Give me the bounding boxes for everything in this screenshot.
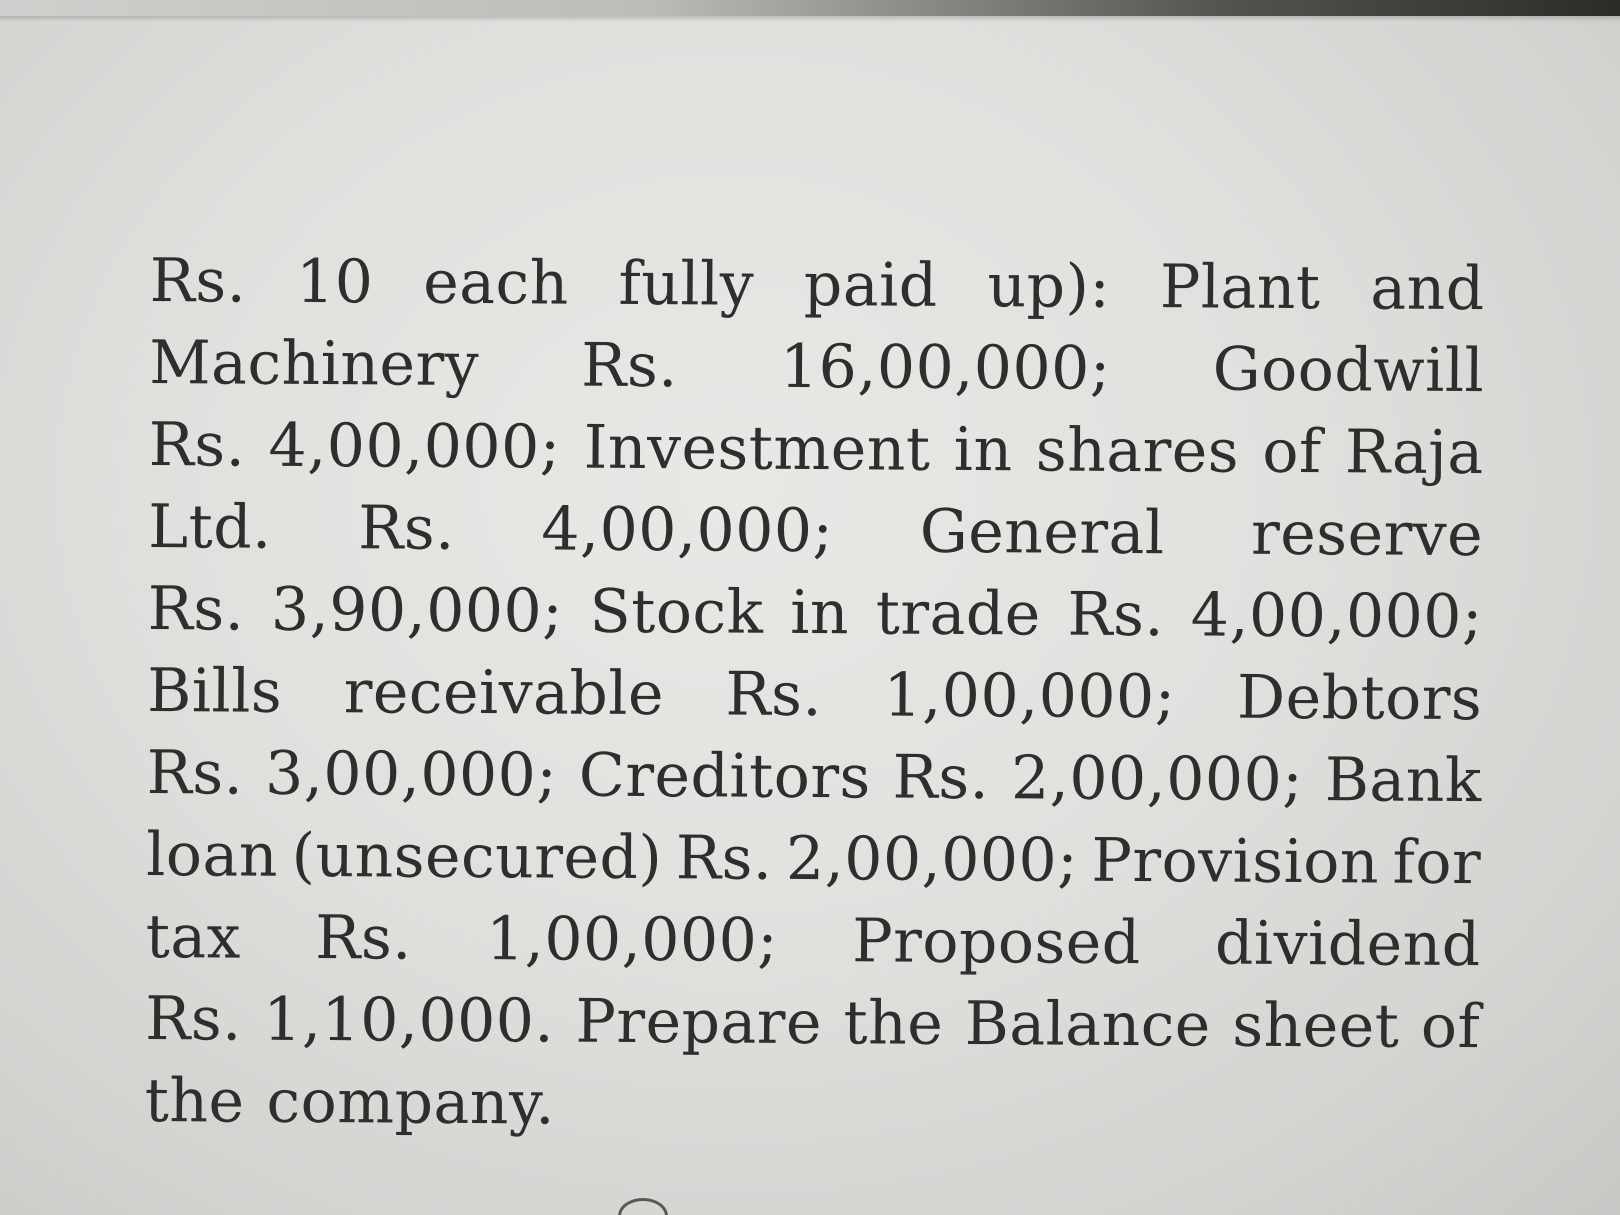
- word: Rs.: [147, 573, 245, 645]
- text-line-6: [147, 650, 1482, 740]
- word: 1,00,000;: [485, 904, 779, 976]
- word: Debtors: [1236, 662, 1483, 735]
- word: 1,10,000.: [263, 984, 555, 1057]
- word: fully: [618, 248, 755, 320]
- partial-glyph-mark: [618, 1198, 668, 1215]
- word: 3,00,000;: [264, 738, 558, 811]
- word: tax: [145, 901, 242, 973]
- text-line-10: [145, 978, 1480, 1068]
- word: Balance: [964, 988, 1212, 1061]
- word: the: [843, 988, 944, 1059]
- word: receivable: [343, 657, 665, 730]
- word: Rs.: [581, 330, 679, 402]
- word: of: [1262, 416, 1322, 488]
- word: 4,00,000;: [1190, 580, 1483, 653]
- page-edge-shadow: [0, 0, 1620, 16]
- word: Rs.: [358, 493, 456, 564]
- word: loan: [146, 819, 279, 891]
- word: in: [953, 414, 1013, 486]
- word: in: [789, 577, 850, 649]
- word: Rs.: [675, 823, 773, 894]
- word: 4,00,000;: [541, 494, 834, 567]
- text-line-3: [148, 404, 1483, 494]
- word: each: [422, 247, 569, 319]
- word: 2,00,000;: [1010, 743, 1304, 816]
- word: Rs.: [725, 659, 823, 731]
- word: company.: [266, 1066, 556, 1139]
- word: 4,00,000;: [268, 410, 561, 483]
- text-line-7: [146, 732, 1481, 822]
- text-line-9: [145, 896, 1480, 986]
- word: Creditors: [578, 740, 872, 813]
- text-line-11: [144, 1060, 1479, 1150]
- word: Stock: [589, 576, 764, 648]
- text-line-4: [148, 486, 1483, 576]
- word: Machinery: [149, 327, 480, 401]
- word: Bank: [1324, 745, 1482, 817]
- word: Rs.: [146, 737, 244, 809]
- word: for: [1392, 827, 1482, 899]
- word: 16,00,000;: [779, 331, 1111, 404]
- word: 2,00,000;: [785, 823, 1079, 896]
- word: reserve: [1250, 498, 1484, 571]
- problem-text: [144, 240, 1484, 1150]
- word: Rs.: [892, 742, 990, 814]
- word: Rs.: [145, 983, 243, 1055]
- word: Plant: [1159, 252, 1321, 324]
- text-line-5: [147, 568, 1482, 658]
- word: Raja: [1344, 417, 1484, 489]
- word: Goodwill: [1212, 334, 1485, 407]
- word: dividend: [1214, 908, 1481, 981]
- word: of: [1420, 991, 1481, 1063]
- word: Rs.: [1067, 579, 1165, 651]
- word: Prepare: [575, 986, 823, 1059]
- word: Provision: [1091, 825, 1380, 898]
- word: Proposed: [852, 906, 1141, 979]
- text-line-1: [149, 240, 1484, 330]
- word: up):: [987, 251, 1111, 322]
- word: Ltd.: [148, 491, 272, 563]
- word: Bills: [147, 655, 283, 727]
- word: sheet: [1232, 990, 1400, 1062]
- word: Rs.: [148, 409, 246, 481]
- word: trade: [875, 578, 1041, 650]
- text-line-8: [146, 814, 1481, 904]
- word: (unsecured): [291, 820, 663, 894]
- word: Rs.: [315, 903, 413, 974]
- word: paid: [803, 249, 938, 321]
- text-line-2: [149, 322, 1484, 412]
- word: and: [1370, 253, 1485, 325]
- word: Rs.: [149, 245, 247, 317]
- word: the: [144, 1065, 245, 1137]
- word: shares: [1035, 415, 1240, 487]
- word: General: [919, 496, 1165, 569]
- word: 1,00,000;: [883, 660, 1176, 733]
- word: Investment: [583, 412, 931, 485]
- word: 10: [295, 246, 374, 318]
- word: 3,90,000;: [270, 574, 564, 647]
